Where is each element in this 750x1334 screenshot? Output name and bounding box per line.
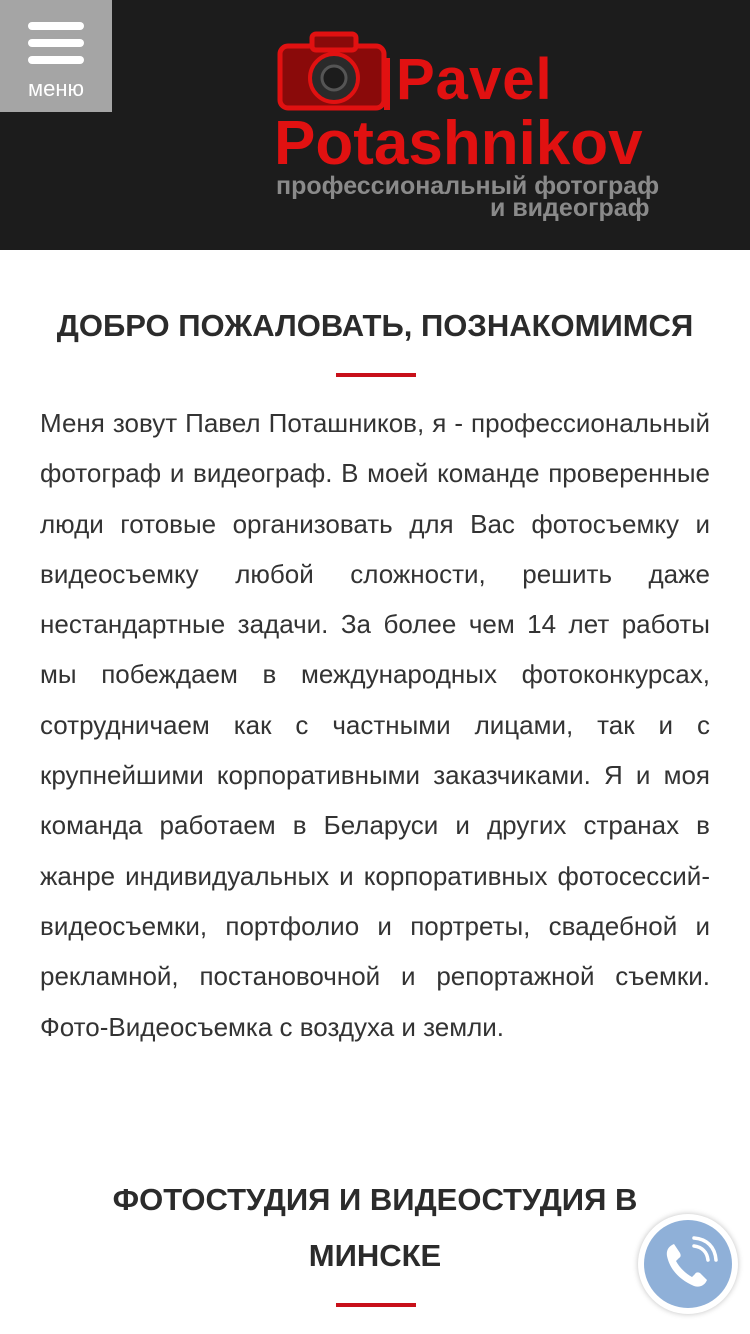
menu-label: меню [27,76,84,101]
welcome-text: Меня зовут Павел Поташников, я - профессиональный фотограф и видеограф. В моей команде проверенные люди готовые организовать для Вас фотосъемку и видеосъемку любой сложности, решить даже нестандартные задачи. За более чем 14 лет работы мы побеждаем в международных фотоконкурсах, сотрудничаем как с частными лицами, так и с крупнейшими корпоративными заказчиками. Я и моя команда работаем в Беларуси и других странах в жанре индивидуальных и корпоративных фотосессий-видеосъемки, портфолио и портреты, свадебной и рекламной, постановочной и репортажной съемки. Фото-Видеосъемка с воздуха и земли. [40,408,710,1042]
studio-title [40,1172,710,1284]
studio-title-line1: ФОТОСТУДИЯ И ВИДЕОСТУДИЯ В [112,1182,638,1217]
site-header [0,0,750,250]
phone-icon [644,1220,732,1308]
welcome-divider [336,373,416,377]
studio-divider [336,1303,416,1307]
site-logo[interactable] [270,24,690,224]
logo-name-last: Potashnikov [274,109,643,178]
camera-icon [276,28,394,114]
call-button[interactable] [638,1214,738,1314]
logo-name-first: Pavel [396,47,553,112]
logo-tagline-continued: и видеограф [490,194,650,222]
welcome-title: ДОБРО ПОЖАЛОВАТЬ, ПОЗНАКОМИМСЯ [56,308,694,343]
studio-title-line2: МИНСКЕ [308,1238,442,1273]
logo-tagline: профессиональный фотограф [276,172,660,200]
call-button-circle [644,1220,732,1308]
hamburger-icon [28,22,84,73]
menu-button[interactable] [0,0,112,112]
